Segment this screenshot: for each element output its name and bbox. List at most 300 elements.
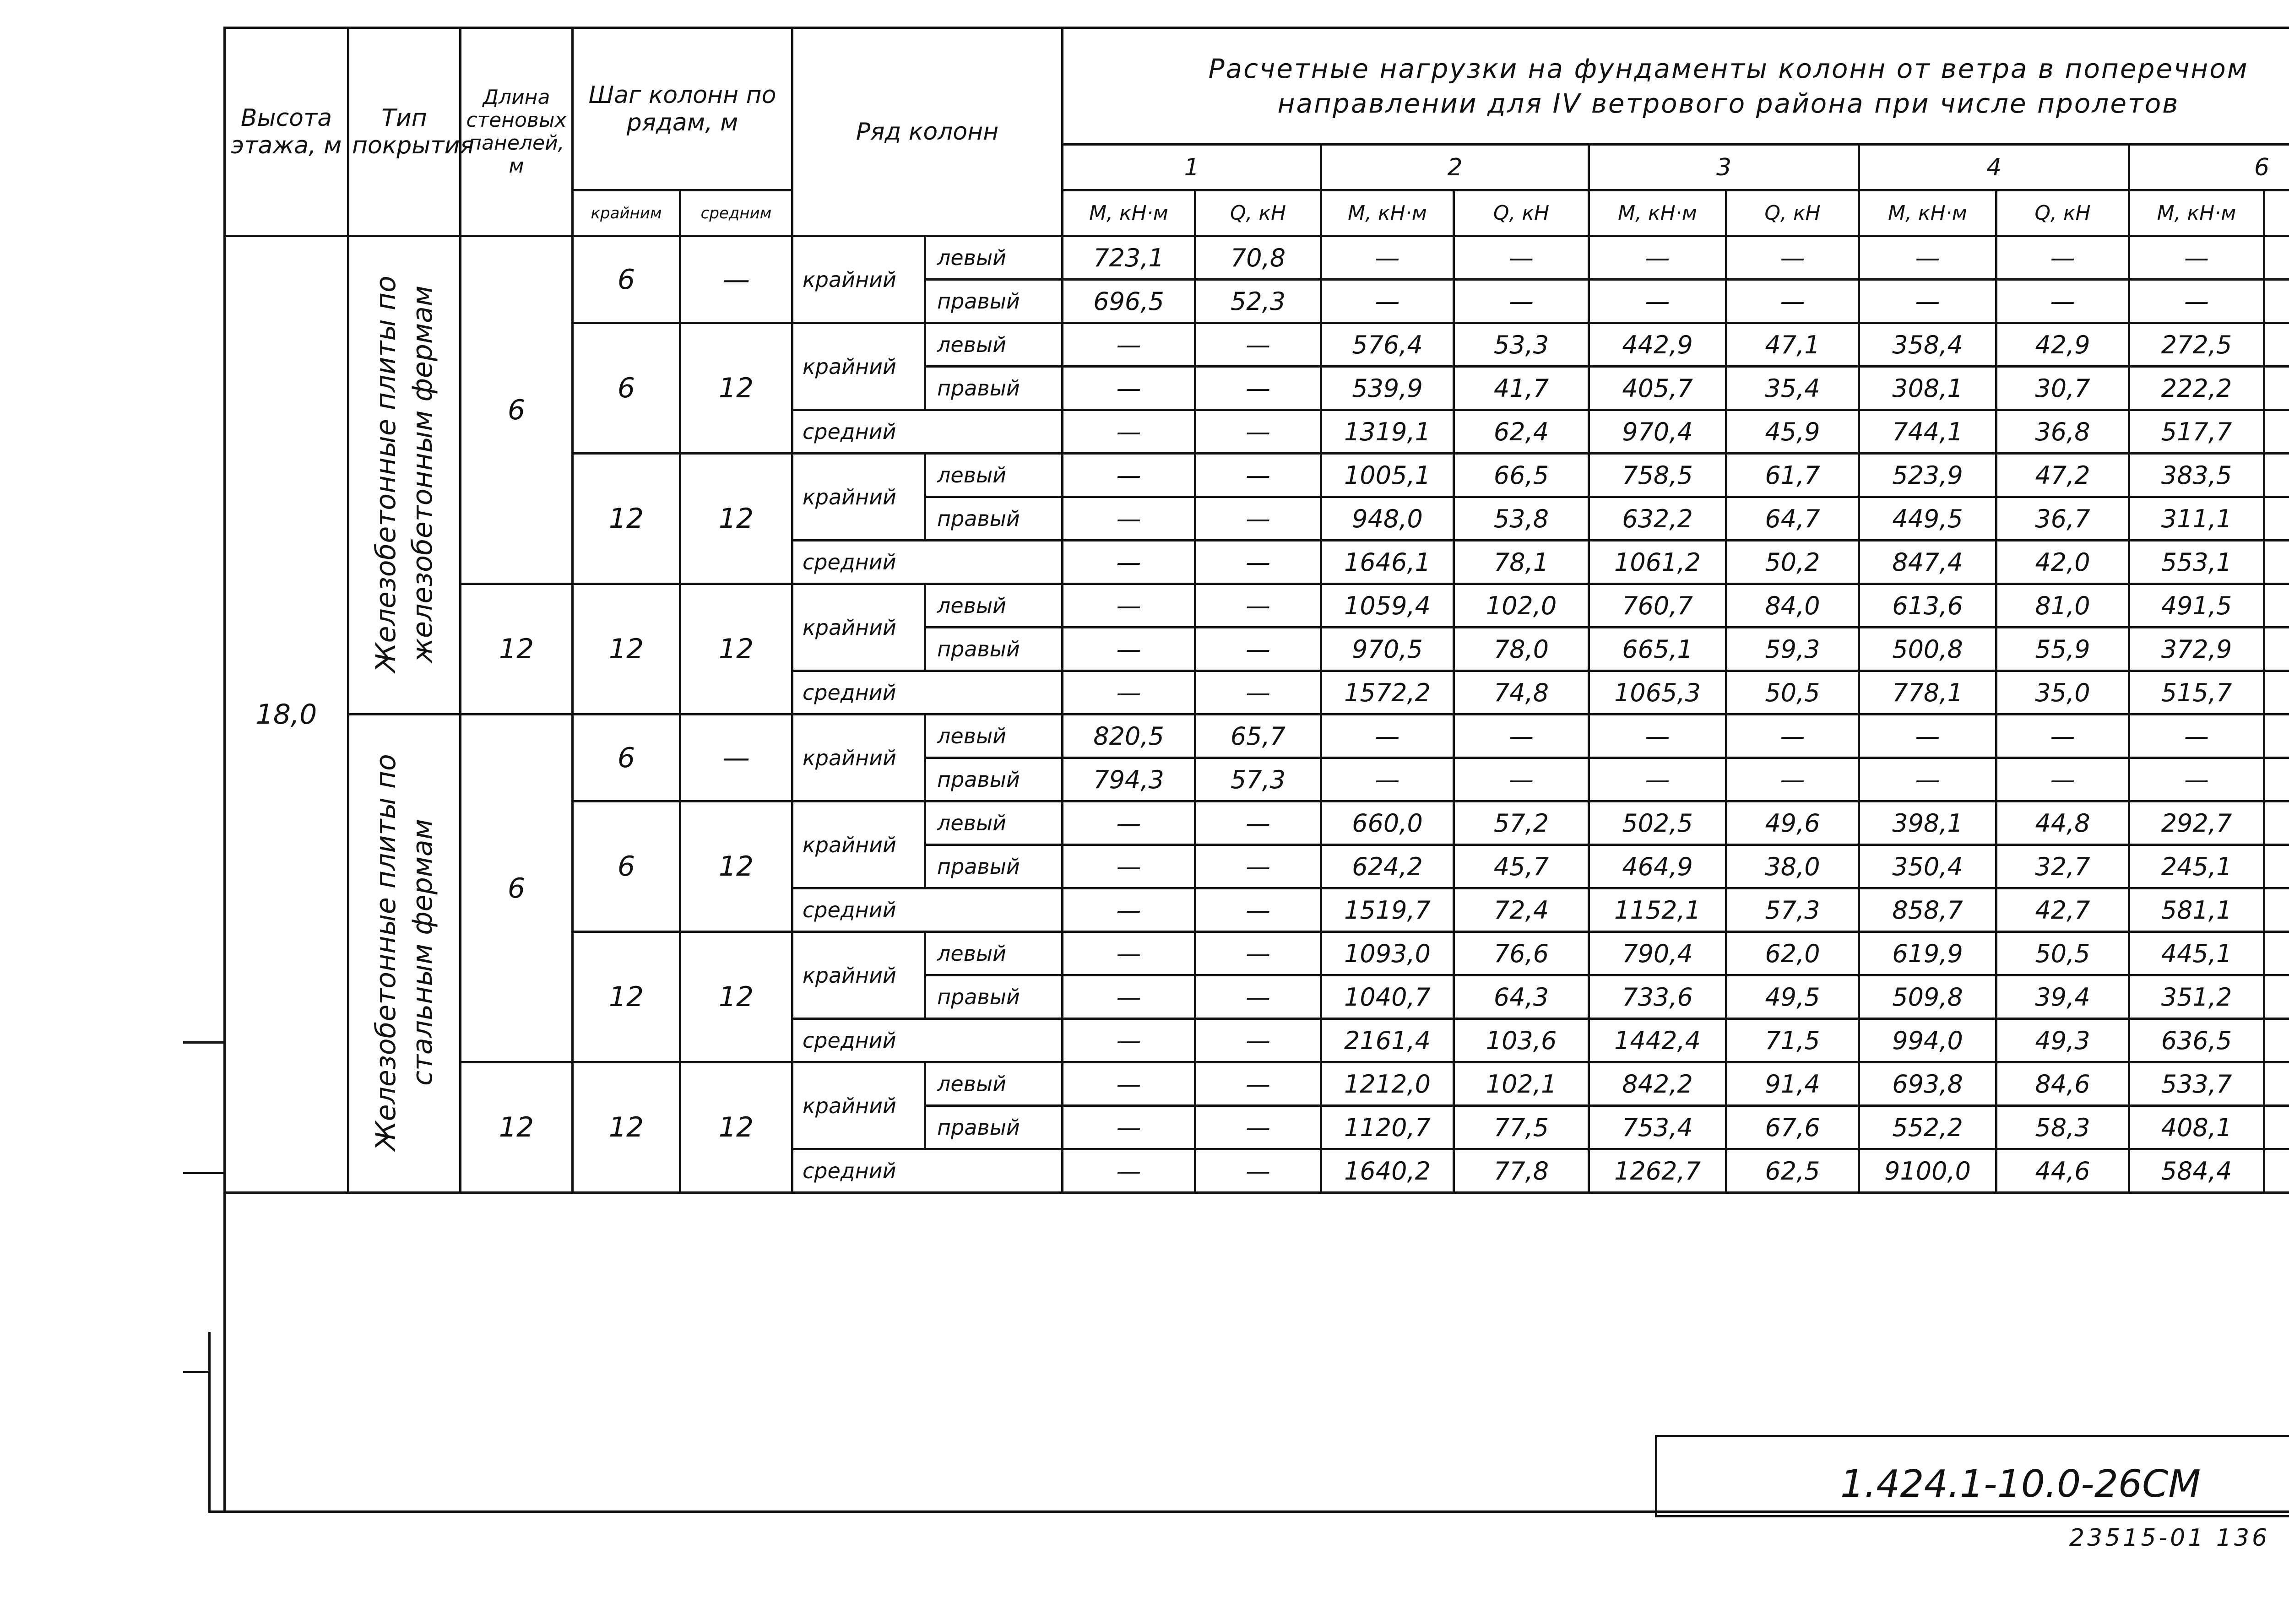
shear-value: —: [1996, 236, 2129, 280]
moment-value: 581,1: [2129, 888, 2264, 932]
shear-value: 64,3: [1454, 975, 1589, 1019]
moment-value: 760,7: [1589, 584, 1726, 628]
moment-value: 442,9: [1589, 323, 1726, 367]
row-side-label: правый: [925, 758, 1063, 801]
shear-value: 44,8: [1996, 801, 2129, 845]
table-row: [225, 1062, 2289, 1106]
row-side-label: левый: [925, 323, 1063, 367]
panel-length-value: 6: [461, 715, 573, 1062]
hdr-step-edge: крайним: [573, 190, 680, 236]
moment-value: —: [1063, 628, 1195, 671]
shear-value: 50,2: [1726, 541, 1859, 584]
moment-value: 449,5: [1859, 497, 1996, 541]
shear-value: 53,3: [1454, 323, 1589, 367]
step-mid-value: 12: [680, 454, 792, 584]
moment-value: 9100,0: [1859, 1149, 1996, 1193]
shear-value: 78,0: [1454, 628, 1589, 671]
moment-value: —: [1063, 497, 1195, 541]
shear-value: [2264, 845, 2289, 888]
moment-value: —: [1063, 410, 1195, 454]
shear-value: —: [1195, 1019, 1321, 1062]
moment-value: 272,5: [2129, 323, 2264, 367]
moment-value: 1640,2: [1321, 1149, 1454, 1193]
moment-value: 1519,7: [1321, 888, 1454, 932]
roof-type-label: Железобетонные плиты по стальным фермам: [370, 754, 439, 1151]
moment-value: 491,5: [2129, 584, 2264, 628]
moment-value: —: [1589, 236, 1726, 280]
moment-value: 758,5: [1589, 454, 1726, 497]
moment-value: 408,1: [2129, 1106, 2264, 1149]
shear-value: 42,9: [1996, 323, 2129, 367]
moment-value: 445,1: [2129, 932, 2264, 975]
moment-value: —: [1321, 715, 1454, 758]
shear-value: 42,7: [1996, 888, 2129, 932]
shear-value: 42,0: [1996, 541, 2129, 584]
moment-value: —: [1859, 280, 1996, 323]
shear-value: 62,4: [1454, 410, 1589, 454]
shear-value: [2264, 541, 2289, 584]
step-mid-value: 12: [680, 584, 792, 715]
moment-value: 576,4: [1321, 323, 1454, 367]
shear-value: 52,3: [1195, 280, 1321, 323]
moment-value: 502,5: [1589, 801, 1726, 845]
shear-value: 65,7: [1195, 715, 1321, 758]
shear-value: [2264, 1149, 2289, 1193]
moment-value: —: [1063, 1062, 1195, 1106]
moment-value: 820,5: [1063, 715, 1195, 758]
moment-value: —: [1859, 236, 1996, 280]
shear-value: —: [1454, 715, 1589, 758]
moment-value: 292,7: [2129, 801, 2264, 845]
shear-value: 49,5: [1726, 975, 1859, 1019]
shear-value: —: [1195, 367, 1321, 410]
moment-value: 464,9: [1589, 845, 1726, 888]
moment-value: 222,2: [2129, 367, 2264, 410]
shear-value: [2264, 367, 2289, 410]
step-edge-value: 12: [573, 454, 680, 584]
shear-value: 50,5: [1726, 671, 1859, 715]
moment-value: 398,1: [1859, 801, 1996, 845]
shear-value: 59,3: [1726, 628, 1859, 671]
row-side-label: левый: [925, 584, 1063, 628]
shear-value: 77,5: [1454, 1106, 1589, 1149]
shear-value: —: [1454, 236, 1589, 280]
shear-value: [2264, 584, 2289, 628]
row-label-middle: средний: [792, 541, 1063, 584]
moment-value: 858,7: [1859, 888, 1996, 932]
row-side-label: левый: [925, 1062, 1063, 1106]
shear-value: [2264, 671, 2289, 715]
shear-value: 39,4: [1996, 975, 2129, 1019]
hdr-unit-m: М, кН·м: [1859, 190, 1996, 236]
moment-value: 753,4: [1589, 1106, 1726, 1149]
moment-value: 350,4: [1859, 845, 1996, 888]
step-edge-value: 6: [573, 801, 680, 932]
shear-value: 36,7: [1996, 497, 2129, 541]
panel-length-value: 12: [461, 584, 573, 715]
moment-value: 358,4: [1859, 323, 1996, 367]
shear-value: —: [1195, 410, 1321, 454]
roof-type-cell: [348, 236, 461, 715]
table-row: [225, 584, 2289, 628]
moment-value: 245,1: [2129, 845, 2264, 888]
table-row: [225, 236, 2289, 280]
hdr-loads-title: Расчетные нагрузки на фундаменты колонн от ветра в поперечном направлении для IV ветрового района при числе пролетов: [1063, 28, 2289, 145]
row-label-middle: средний: [792, 671, 1063, 715]
row-side-label: правый: [925, 1106, 1063, 1149]
step-edge-value: 12: [573, 1062, 680, 1193]
shear-value: 57,3: [1726, 888, 1859, 932]
shear-value: —: [1454, 758, 1589, 801]
moment-value: 552,2: [1859, 1106, 1996, 1149]
moment-value: 790,4: [1589, 932, 1726, 975]
moment-value: 1646,1: [1321, 541, 1454, 584]
moment-value: 1005,1: [1321, 454, 1454, 497]
panel-length-value: 6: [461, 236, 573, 584]
hdr-column-row: Ряд колонн: [792, 28, 1063, 236]
moment-value: 405,7: [1589, 367, 1726, 410]
hdr-panel-length: Длина стеновых панелей, м: [461, 28, 573, 236]
shear-value: —: [1195, 975, 1321, 1019]
moment-value: —: [1589, 715, 1726, 758]
shear-value: —: [1195, 801, 1321, 845]
hdr-column-step: Шаг колонн по рядам, м: [573, 28, 792, 190]
shear-value: 70,8: [1195, 236, 1321, 280]
shear-value: [2264, 454, 2289, 497]
shear-value: —: [1195, 497, 1321, 541]
step-mid-value: —: [680, 236, 792, 323]
table-row: [225, 715, 2289, 758]
hdr-unit-m: М, кН·м: [1589, 190, 1726, 236]
hdr-span-1: 1: [1063, 145, 1321, 190]
row-label-middle: средний: [792, 888, 1063, 932]
moment-value: 1319,1: [1321, 410, 1454, 454]
shear-value: 76,6: [1454, 932, 1589, 975]
step-edge-value: 6: [573, 323, 680, 454]
moment-value: 2161,4: [1321, 1019, 1454, 1062]
row-side-label: правый: [925, 367, 1063, 410]
hdr-span-6: 6: [2129, 145, 2289, 190]
hdr-unit-q: Q, кН: [1454, 190, 1589, 236]
moment-value: —: [1063, 541, 1195, 584]
moment-value: —: [1063, 975, 1195, 1019]
moment-value: 1061,2: [1589, 541, 1726, 584]
shear-value: 38,0: [1726, 845, 1859, 888]
shear-value: —: [1195, 1062, 1321, 1106]
shear-value: 36,8: [1996, 410, 2129, 454]
moment-value: 509,8: [1859, 975, 1996, 1019]
hdr-unit-q: Q, кН: [1195, 190, 1321, 236]
moment-value: —: [1063, 1106, 1195, 1149]
shear-value: [2264, 497, 2289, 541]
row-side-label: левый: [925, 801, 1063, 845]
margin-tick: [183, 1172, 224, 1174]
shear-value: 91,4: [1726, 1062, 1859, 1106]
table-body: [225, 236, 2289, 1193]
hdr-span-3: 3: [1589, 145, 1859, 190]
margin-tick: [183, 1371, 211, 1373]
row-label-middle: средний: [792, 410, 1063, 454]
shear-value: [2264, 410, 2289, 454]
row-label-edge: крайний: [792, 932, 925, 1019]
row-side-label: правый: [925, 628, 1063, 671]
moment-value: —: [1063, 584, 1195, 628]
moment-value: —: [1063, 888, 1195, 932]
row-side-label: правый: [925, 497, 1063, 541]
shear-value: 49,3: [1996, 1019, 2129, 1062]
shear-value: 84,6: [1996, 1062, 2129, 1106]
roof-type-label: Железобетонные плиты по железобетонным фермам: [370, 276, 439, 673]
moment-value: —: [1063, 454, 1195, 497]
shear-value: 32,7: [1996, 845, 2129, 888]
row-side-label: левый: [925, 932, 1063, 975]
shear-value: [2264, 280, 2289, 323]
shear-value: [2264, 975, 2289, 1019]
moment-value: 794,3: [1063, 758, 1195, 801]
moment-value: —: [1321, 280, 1454, 323]
moment-value: 383,5: [2129, 454, 2264, 497]
moment-value: —: [2129, 758, 2264, 801]
shear-value: 84,0: [1726, 584, 1859, 628]
shear-value: 44,6: [1996, 1149, 2129, 1193]
moment-value: —: [1063, 671, 1195, 715]
moment-value: —: [1321, 758, 1454, 801]
moment-value: 632,2: [1589, 497, 1726, 541]
step-mid-value: 12: [680, 801, 792, 932]
moment-value: —: [1063, 1019, 1195, 1062]
shear-value: —: [1726, 758, 1859, 801]
shear-value: 103,6: [1454, 1019, 1589, 1062]
row-side-label: правый: [925, 975, 1063, 1019]
row-label-middle: средний: [792, 1019, 1063, 1062]
moment-value: 693,8: [1859, 1062, 1996, 1106]
shear-value: 30,7: [1996, 367, 2129, 410]
moment-value: 553,1: [2129, 541, 2264, 584]
margin-tick: [183, 1041, 224, 1044]
shear-value: —: [1454, 280, 1589, 323]
moment-value: 1040,7: [1321, 975, 1454, 1019]
shear-value: —: [1726, 236, 1859, 280]
shear-value: 66,5: [1454, 454, 1589, 497]
shear-value: —: [1996, 715, 2129, 758]
row-label-edge: крайний: [792, 323, 925, 410]
shear-value: —: [1195, 845, 1321, 888]
moment-value: 517,7: [2129, 410, 2264, 454]
hdr-step-mid: средним: [680, 190, 792, 236]
moment-value: —: [1321, 236, 1454, 280]
moment-value: 948,0: [1321, 497, 1454, 541]
shear-value: 78,1: [1454, 541, 1589, 584]
shear-value: 50,5: [1996, 932, 2129, 975]
row-side-label: левый: [925, 236, 1063, 280]
shear-value: 77,8: [1454, 1149, 1589, 1193]
hdr-unit-q: Q, кН: [1726, 190, 1859, 236]
margin-line: [208, 1332, 211, 1510]
shear-value: 55,9: [1996, 628, 2129, 671]
shear-value: 72,4: [1454, 888, 1589, 932]
hdr-floor-height: Высота этажа, м: [225, 28, 348, 236]
shear-value: —: [1195, 628, 1321, 671]
shear-value: 71,5: [1726, 1019, 1859, 1062]
moment-value: 515,7: [2129, 671, 2264, 715]
shear-value: —: [1195, 454, 1321, 497]
moment-value: —: [1589, 758, 1726, 801]
shear-value: —: [1996, 280, 2129, 323]
step-edge-value: 12: [573, 932, 680, 1062]
shear-value: 57,2: [1454, 801, 1589, 845]
shear-value: 62,5: [1726, 1149, 1859, 1193]
shear-value: —: [1195, 323, 1321, 367]
moment-value: 533,7: [2129, 1062, 2264, 1106]
shear-value: 74,8: [1454, 671, 1589, 715]
shear-value: [2264, 801, 2289, 845]
shear-value: 102,1: [1454, 1062, 1589, 1106]
moment-value: 970,5: [1321, 628, 1454, 671]
moment-value: 624,2: [1321, 845, 1454, 888]
shear-value: 41,7: [1454, 367, 1589, 410]
moment-value: 619,9: [1859, 932, 1996, 975]
moment-value: 1065,3: [1589, 671, 1726, 715]
document-code: 1.424.1-10.0-26СМ: [1840, 1462, 2201, 1506]
hdr-unit-m: М, кН·м: [1063, 190, 1195, 236]
moment-value: 500,8: [1859, 628, 1996, 671]
moment-value: 1152,1: [1589, 888, 1726, 932]
moment-value: 1212,0: [1321, 1062, 1454, 1106]
shear-value: 47,1: [1726, 323, 1859, 367]
shear-value: [2264, 236, 2289, 280]
hdr-unit-m: М, кН·м: [2129, 190, 2264, 236]
shear-value: —: [1195, 888, 1321, 932]
hdr-unit-q: [2264, 190, 2289, 236]
row-side-label: правый: [925, 845, 1063, 888]
shear-value: 58,3: [1996, 1106, 2129, 1149]
moment-value: —: [1589, 280, 1726, 323]
wind-load-table: [223, 27, 2289, 1194]
shear-value: [2264, 932, 2289, 975]
shear-value: 47,2: [1996, 454, 2129, 497]
shear-value: [2264, 758, 2289, 801]
moment-value: —: [2129, 280, 2264, 323]
moment-value: 1572,2: [1321, 671, 1454, 715]
hdr-span-4: 4: [1859, 145, 2129, 190]
footer-code: 23515-01 136: [2069, 1524, 2270, 1552]
moment-value: —: [1063, 367, 1195, 410]
moment-value: —: [2129, 715, 2264, 758]
shear-value: —: [1195, 541, 1321, 584]
shear-value: —: [1195, 1106, 1321, 1149]
moment-value: 744,1: [1859, 410, 1996, 454]
step-mid-value: 12: [680, 932, 792, 1062]
shear-value: 61,7: [1726, 454, 1859, 497]
shear-value: —: [1726, 280, 1859, 323]
shear-value: 49,6: [1726, 801, 1859, 845]
shear-value: [2264, 1019, 2289, 1062]
shear-value: 67,6: [1726, 1106, 1859, 1149]
step-mid-value: —: [680, 715, 792, 801]
moment-value: 613,6: [1859, 584, 1996, 628]
row-side-label: правый: [925, 280, 1063, 323]
moment-value: 1442,4: [1589, 1019, 1726, 1062]
moment-value: 351,2: [2129, 975, 2264, 1019]
shear-value: 81,0: [1996, 584, 2129, 628]
hdr-unit-m: М, кН·м: [1321, 190, 1454, 236]
row-side-label: левый: [925, 715, 1063, 758]
moment-value: 539,9: [1321, 367, 1454, 410]
panel-length-value: 12: [461, 1062, 573, 1193]
row-side-label: левый: [925, 454, 1063, 497]
row-label-edge: крайний: [792, 236, 925, 323]
hdr-unit-q: Q, кН: [1996, 190, 2129, 236]
shear-value: —: [1195, 1149, 1321, 1193]
moment-value: 994,0: [1859, 1019, 1996, 1062]
moment-value: 636,5: [2129, 1019, 2264, 1062]
floor-height-value: 18,0: [225, 236, 348, 1193]
moment-value: 1093,0: [1321, 932, 1454, 975]
step-mid-value: 12: [680, 323, 792, 454]
moment-value: 1262,7: [1589, 1149, 1726, 1193]
shear-value: 62,0: [1726, 932, 1859, 975]
shear-value: [2264, 628, 2289, 671]
roof-type-cell: [348, 715, 461, 1193]
moment-value: —: [1063, 1149, 1195, 1193]
moment-value: 311,1: [2129, 497, 2264, 541]
moment-value: 723,1: [1063, 236, 1195, 280]
shear-value: —: [1726, 715, 1859, 758]
moment-value: —: [1859, 715, 1996, 758]
shear-value: 57,3: [1195, 758, 1321, 801]
shear-value: [2264, 1062, 2289, 1106]
moment-value: 1120,7: [1321, 1106, 1454, 1149]
moment-value: 778,1: [1859, 671, 1996, 715]
moment-value: —: [2129, 236, 2264, 280]
moment-value: 970,4: [1589, 410, 1726, 454]
shear-value: 35,4: [1726, 367, 1859, 410]
shear-value: —: [1195, 932, 1321, 975]
moment-value: —: [1063, 932, 1195, 975]
shear-value: 45,7: [1454, 845, 1589, 888]
shear-value: 35,0: [1996, 671, 2129, 715]
moment-value: 696,5: [1063, 280, 1195, 323]
moment-value: 584,4: [2129, 1149, 2264, 1193]
step-edge-value: 6: [573, 236, 680, 323]
moment-value: 372,9: [2129, 628, 2264, 671]
shear-value: [2264, 715, 2289, 758]
row-label-edge: крайний: [792, 454, 925, 541]
moment-value: 1059,4: [1321, 584, 1454, 628]
row-label-middle: средний: [792, 1149, 1063, 1193]
shear-value: —: [1996, 758, 2129, 801]
shear-value: [2264, 888, 2289, 932]
moment-value: 847,4: [1859, 541, 1996, 584]
row-label-edge: крайний: [792, 801, 925, 888]
moment-value: —: [1063, 801, 1195, 845]
moment-value: 660,0: [1321, 801, 1454, 845]
moment-value: 308,1: [1859, 367, 1996, 410]
shear-value: [2264, 1106, 2289, 1149]
shear-value: 102,0: [1454, 584, 1589, 628]
moment-value: 842,2: [1589, 1062, 1726, 1106]
shear-value: —: [1195, 671, 1321, 715]
row-label-edge: крайний: [792, 715, 925, 801]
row-label-edge: крайний: [792, 1062, 925, 1149]
shear-value: —: [1195, 584, 1321, 628]
moment-value: 665,1: [1589, 628, 1726, 671]
hdr-roof-type: Тип покрытия: [348, 28, 461, 236]
shear-value: 53,8: [1454, 497, 1589, 541]
hdr-span-2: 2: [1321, 145, 1589, 190]
shear-value: [2264, 323, 2289, 367]
moment-value: —: [1859, 758, 1996, 801]
